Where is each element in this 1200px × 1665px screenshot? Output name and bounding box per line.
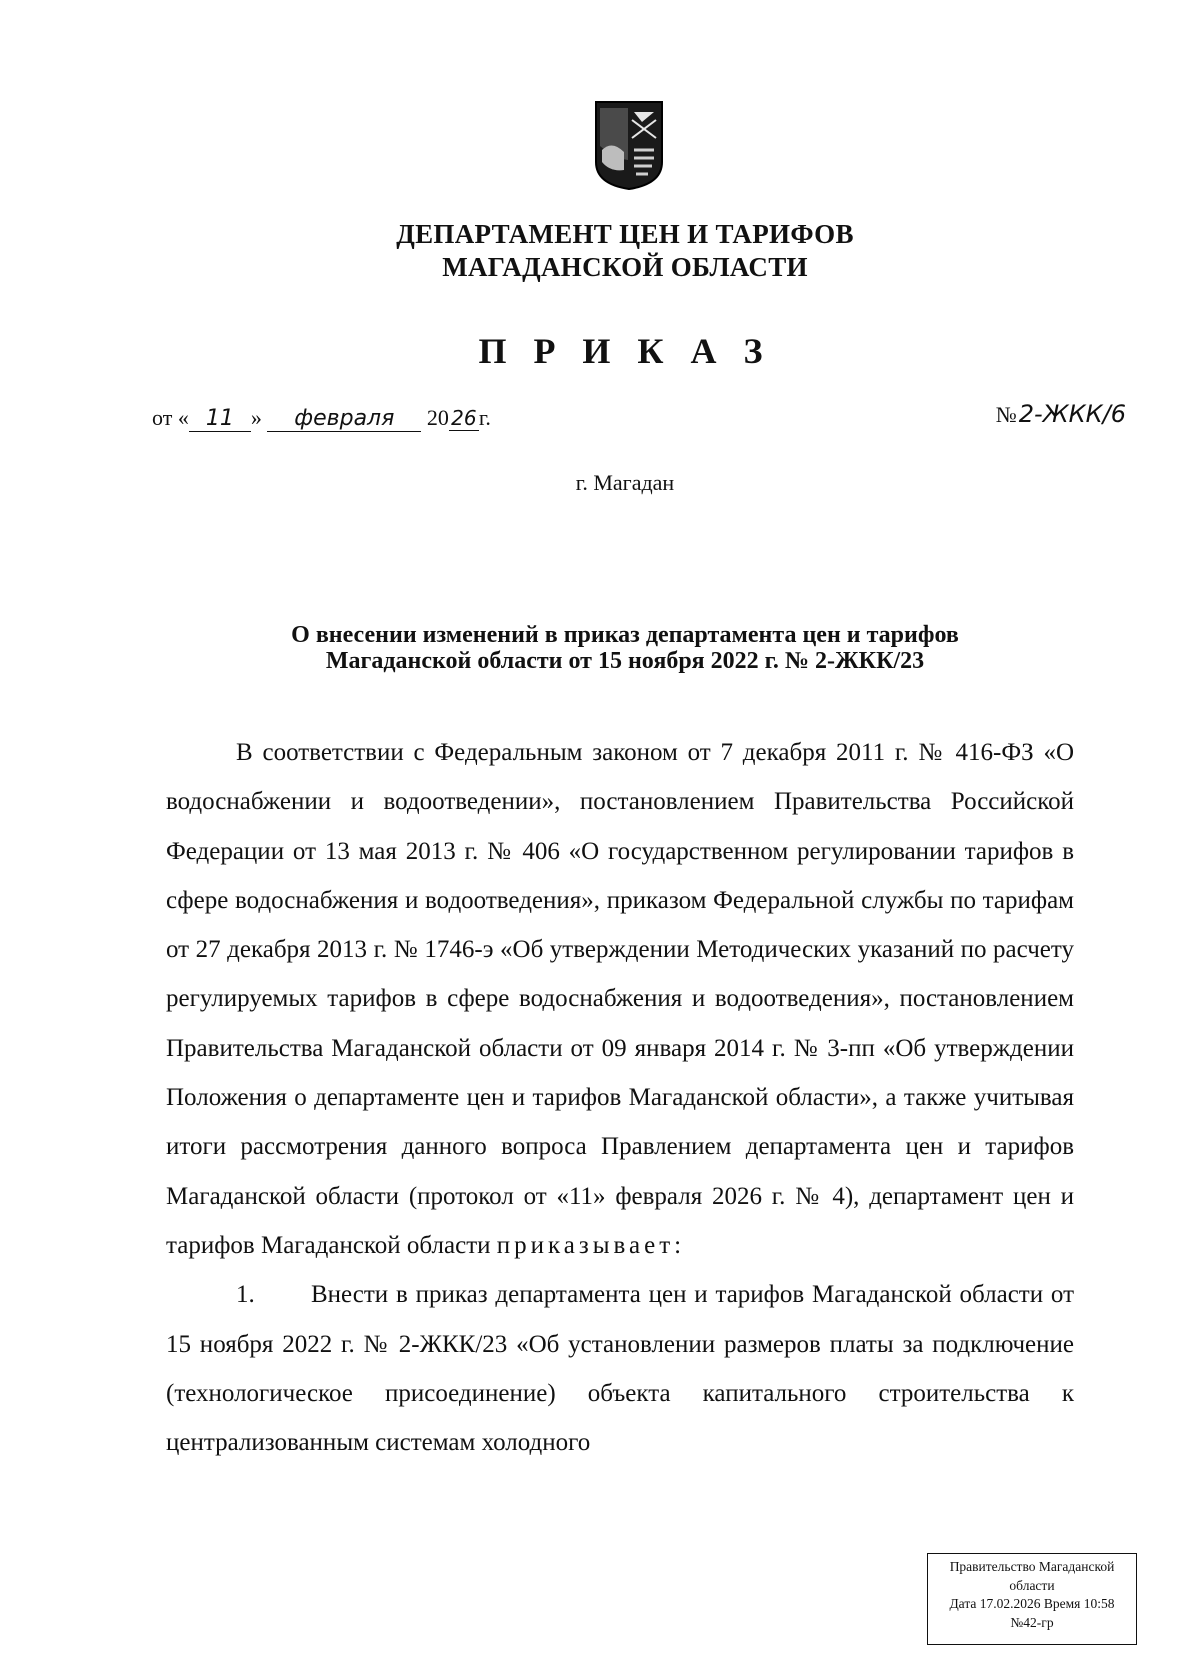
stamp-line1: Правительство Магаданской (949, 1559, 1115, 1574)
number-value: 2-ЖКК/6 (1018, 400, 1126, 428)
date-suffix: г. (478, 405, 491, 430)
date-year-suffix: 26 (449, 406, 479, 431)
date-year-prefix: 20 (426, 405, 449, 430)
subject-line1: О внесении изменений в приказ департамента цен и тарифов (291, 622, 959, 648)
department-name-line2: МАГАДАНСКОЙ ОБЛАСТИ (442, 252, 808, 282)
document-body (166, 728, 1074, 1467)
date-mid: » (250, 405, 262, 430)
date-prefix: от « (152, 405, 189, 430)
body-paragraph (166, 728, 1074, 1270)
date-month: февраля (267, 407, 421, 432)
stamp-line3: Дата 17.02.2026 Время 10:58 (949, 1596, 1115, 1611)
department-header (0, 218, 1200, 284)
body-item (166, 1270, 1074, 1467)
paragraph-text: В соответствии с Федеральным законом от 7 декабря 2011 г. № 416-ФЗ «О водоснабжении и водоотведении», постановлением Правительства Российской Федерации от 13 мая 2013 г. № 406 «О государственном регулировании тарифов в сфере водоснабжения и водоотведения», приказом Федеральной службы по тарифам от 27 декабря 2013 г. № 1746-э «Об утверждении Методических указаний по расчету регулируемых тарифов в сфере водоснабжения и водоотведения», постановлением Правительства Магаданской области от 09 января 2014 г. № 3-пп «Об утверждении Положения о департаменте цен и тарифов Магаданской области», а также учитывая итоги рассмотрения данного вопроса Правлением департамента цен и тарифов Магаданской области (протокол от «11» февраля 2026 г. № 4), департамент цен и тарифов Магаданской области (166, 739, 1074, 1259)
item-text: Внести в приказ департамента цен и тарифов Магаданской области от 15 ноября 2022 г. № 2-ЖКК/23 «Об установлении размеров платы за подключение (технологическое присоединение) объекта капитального строительства к централизованным системам холодного (166, 1281, 1074, 1457)
number-prefix: № (995, 402, 1017, 427)
order-date (152, 405, 491, 432)
department-name-line1: ДЕПАРТАМЕНТ ЦЕН И ТАРИФОВ (396, 219, 854, 249)
stamp-line4: №42-гр (1010, 1614, 1054, 1630)
stamp-line2: области (1009, 1577, 1055, 1593)
order-number (996, 402, 1128, 428)
city-line: г. Магадан (575, 470, 675, 495)
document-type-title: П Р И К А З (478, 331, 772, 371)
subject-line2: Магаданской области от 15 ноября 2022 г. № 2-ЖКК/23 (325, 648, 925, 674)
registration-stamp (927, 1553, 1137, 1645)
item-number: 1. (236, 1281, 255, 1309)
order-verb: приказывает: (496, 1231, 686, 1259)
date-day: 11 (189, 407, 251, 432)
coat-of-arms-icon (594, 100, 664, 190)
document-subject (0, 622, 1200, 674)
